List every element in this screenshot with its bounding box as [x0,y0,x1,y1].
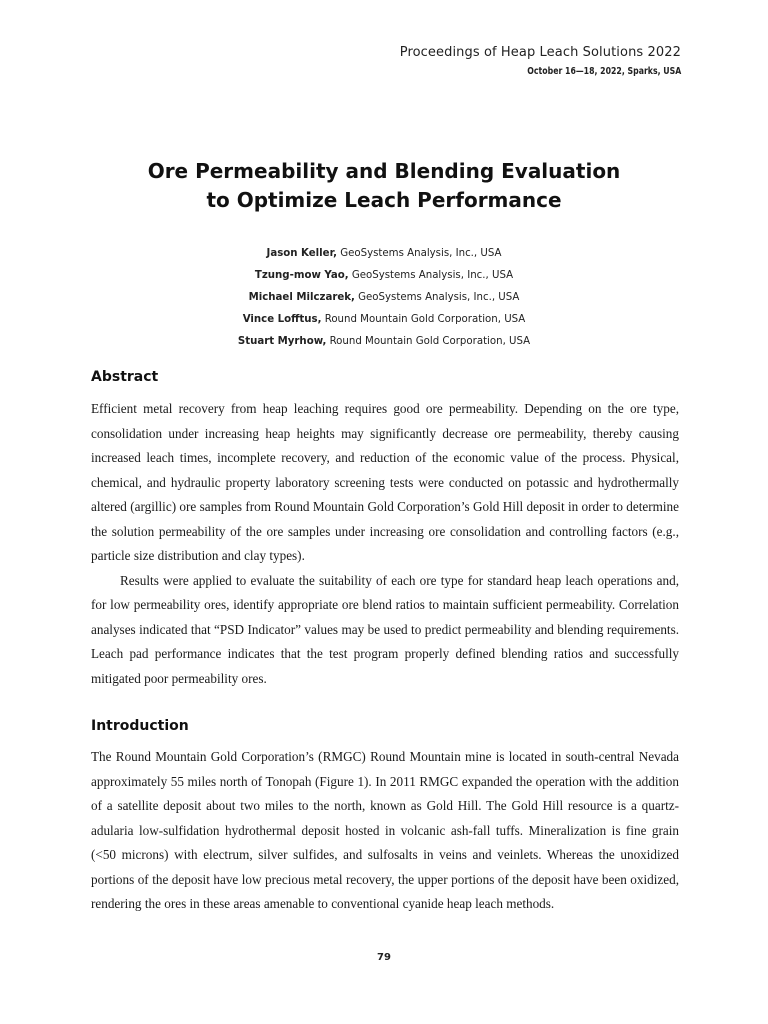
author-name: Jason Keller, [266,248,337,259]
introduction-heading: Introduction [91,718,189,734]
author-entry [0,243,768,265]
title-line-2: to Optimize Leach Performance [206,188,562,212]
author-entry [0,309,768,331]
title-line-1: Ore Permeability and Blending Evaluation [147,159,621,183]
author-affiliation: GeoSystems Analysis, Inc., USA [348,270,514,281]
abstract-body [91,397,679,691]
introduction-paragraph: The Round Mountain Gold Corporation’s (RMGC) Round Mountain mine is located in south-central Nevada approximately 55 miles north of Tonopah (Figure 1). In 2011 RMGC expanded the operation with the addition of a satellite deposit about two miles to the north, known as Gold Hill. The Gold Hill resource is a quartz-adularia low-sulfidation hydrothermal deposit hosted in volcanic ash-fall tuffs. Mineralization is fine grain (<50 microns) with electrum, silver sulfides, and sulfosalts in veins and veinlets. Whereas the unoxidized portions of the deposit have low precious metal recovery, the upper portions of the deposit have been oxidized, rendering the ores in these areas amenable to conventional cyanide heap leach methods. [91,749,679,911]
page-number: 79 [377,952,391,963]
abstract-heading: Abstract [91,369,159,385]
author-name: Tzung-mow Yao, [254,270,349,281]
author-entry [0,287,768,309]
running-header [400,45,681,77]
author-affiliation: Round Mountain Gold Corporation, USA [326,336,531,347]
paper-title [0,157,768,215]
author-entry [0,331,768,353]
author-entry [0,265,768,287]
abstract-paragraph: Efficient metal recovery from heap leaching requires good ore permeability. Depending on the ore type, consolidation under increasing heap heights may significantly decrease ore permeability, thereby causing increased leach times, incomplete recovery, and reduction of the economic value of the process. Physical, chemical, and hydraulic property laboratory screening tests were conducted on potassic and hydrothermally altered (argillic) ore samples from Round Mountain Gold Corporation’s Gold Hill deposit in order to determine the solution permeability of the ore samples under increasing ore consolidation and controlling factors (e.g., particle size distribution and clay types). [91,401,679,563]
author-affiliation: GeoSystems Analysis, Inc., USA [336,248,502,259]
author-list [0,243,768,353]
author-affiliation: Round Mountain Gold Corporation, USA [321,314,526,325]
author-name: Michael Milczarek, [248,292,355,303]
author-name: Vince Lofftus, [242,314,322,325]
abstract-paragraph: Results were applied to evaluate the suitability of each ore type for standard heap leach operations and, for low permeability ores, identify appropriate ore blend ratios to maintain sufficient permeability. Correlation analyses indicated that “PSD Indicator” values may be used to predict permeability and blending requirements. Leach pad performance indicates that the test program properly defined blending ratios and successfully mitigated poor permeability ores. [91,572,679,686]
conference-dates: October 16—18, 2022, Sparks, USA [527,66,681,77]
introduction-body [91,745,679,917]
conference-name: Proceedings of Heap Leach Solutions 2022 [399,45,681,60]
author-name: Stuart Myrhow, [237,336,327,347]
author-affiliation: GeoSystems Analysis, Inc., USA [354,292,520,303]
